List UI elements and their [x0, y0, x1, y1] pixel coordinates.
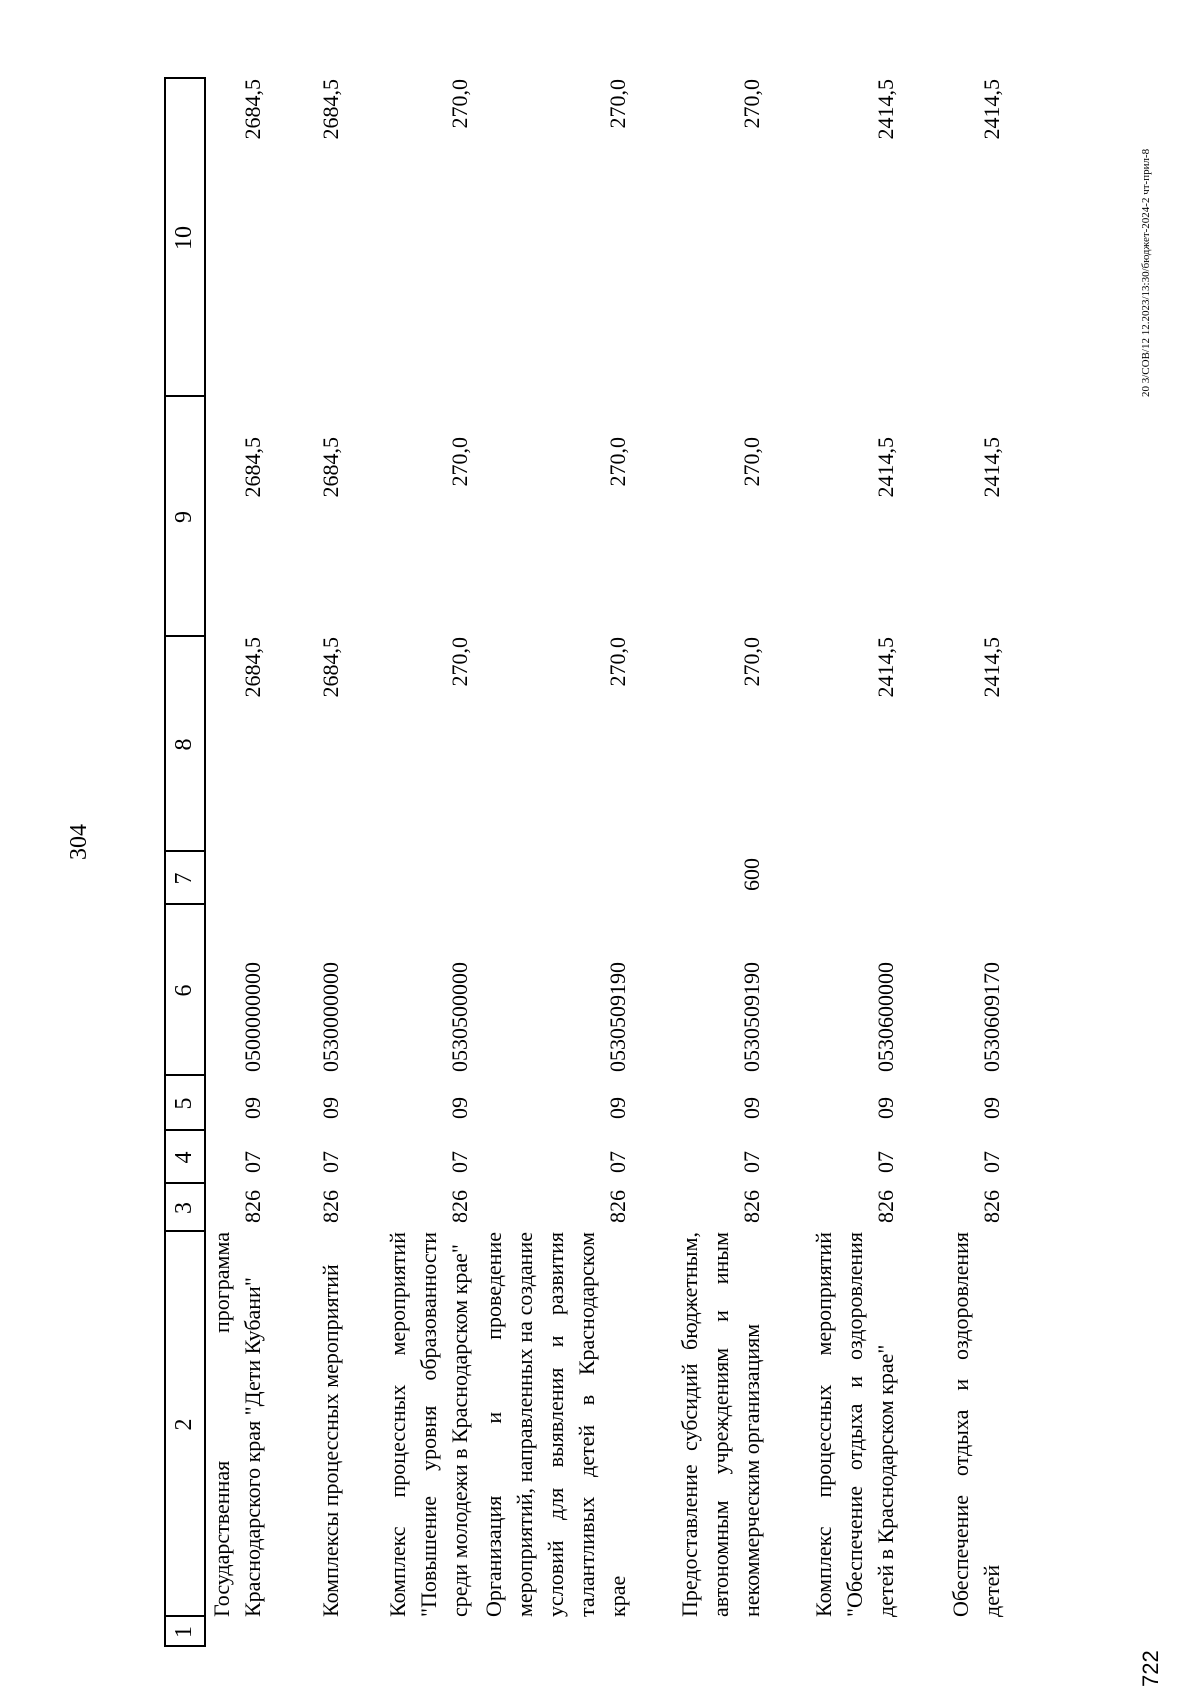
cell-pr: 09 — [979, 1097, 1004, 1119]
cell-rz: 07 — [739, 1151, 764, 1173]
cell-csr: 0500000000 — [240, 962, 265, 1072]
cell-csr: 0530000000 — [318, 962, 343, 1072]
cell-pr: 09 — [873, 1097, 898, 1119]
cell-year-2: 270,0 — [739, 437, 764, 487]
footer-reference: 20 3/СОВ/12 12.2023/13:30/бюджет-2024-2 чт-прил-8 — [1140, 148, 1152, 397]
cell-csr: 0530500000 — [447, 962, 472, 1072]
column-header-5: 5 — [171, 1097, 197, 1110]
cell-year-1: 270,0 — [739, 637, 764, 687]
cell-year-3: 2684,5 — [318, 79, 343, 140]
cell-ved: 826 — [979, 1190, 1004, 1223]
row-name: Обеспечение отдыха и оздоровления детей — [948, 1232, 1004, 1617]
column-header-1: 1 — [171, 1626, 197, 1638]
cell-year-1: 2684,5 — [240, 637, 265, 698]
cell-ved: 826 — [318, 1190, 343, 1223]
cell-year-2: 2414,5 — [979, 437, 1004, 498]
cell-ved: 826 — [447, 1190, 472, 1223]
column-header-8: 8 — [171, 738, 197, 751]
cell-rz: 07 — [605, 1151, 630, 1173]
cell-year-3: 2414,5 — [873, 79, 898, 140]
sheet-number: 722 — [1138, 1650, 1163, 1687]
table-row — [206, 0, 268, 1697]
column-header-7: 7 — [171, 872, 197, 885]
cell-year-3: 2684,5 — [240, 79, 265, 140]
table-row — [672, 0, 767, 1697]
column-header-2: 2 — [171, 1418, 197, 1431]
page-number: 304 — [66, 824, 92, 860]
cell-ved: 826 — [873, 1190, 898, 1223]
cell-year-1: 270,0 — [447, 637, 472, 687]
column-header-3: 3 — [171, 1202, 197, 1214]
row-name: Комплексы процессных мероприятий — [318, 1264, 343, 1617]
cell-pr: 09 — [240, 1097, 265, 1119]
cell-year-2: 2684,5 — [240, 437, 265, 498]
row-name: Государственная программа Краснодарского края "Дети Кубани" — [209, 1232, 265, 1617]
cell-pr: 09 — [318, 1097, 343, 1119]
cell-rz: 07 — [240, 1151, 265, 1173]
cell-pr: 09 — [739, 1097, 764, 1119]
table-row — [481, 0, 633, 1697]
column-header-6: 6 — [171, 984, 197, 997]
cell-year-1: 270,0 — [605, 637, 630, 687]
cell-year-3: 270,0 — [605, 79, 630, 129]
column-header-9: 9 — [171, 511, 197, 523]
row-name: Предоставление субсидий бюджетным, автономным учреждениям и иным некоммерческим организациям — [677, 1232, 764, 1617]
row-name: Организация и проведение мероприятий, направленных на создание условий для выявления и развития талантливых детей в Краснодарском крае — [481, 1232, 630, 1617]
cell-ved: 826 — [739, 1190, 764, 1223]
cell-rz: 07 — [447, 1151, 472, 1173]
cell-year-3: 2414,5 — [979, 79, 1004, 140]
row-name: Комплекс процессных мероприятий "Повышение уровня образованности среди молодежи в Краснодарском крае" — [385, 1232, 472, 1617]
cell-csr: 0530509190 — [739, 962, 764, 1072]
cell-year-1: 2414,5 — [873, 637, 898, 698]
cell-ved: 826 — [605, 1190, 630, 1223]
cell-pr: 09 — [447, 1097, 472, 1119]
column-header-10: 10 — [171, 226, 197, 250]
cell-year-2: 270,0 — [605, 437, 630, 487]
cell-vr: 600 — [739, 858, 764, 891]
cell-pr: 09 — [605, 1097, 630, 1119]
cell-year-2: 2414,5 — [873, 437, 898, 498]
cell-ved: 826 — [240, 1190, 265, 1223]
cell-rz: 07 — [979, 1151, 1004, 1173]
row-name: Комплекс процессных мероприятий "Обеспечение отдыха и оздоровления детей в Краснодарском крае" — [811, 1232, 898, 1617]
cell-rz: 07 — [318, 1151, 343, 1173]
cell-csr: 0530609170 — [979, 962, 1004, 1072]
cell-year-2: 2684,5 — [318, 437, 343, 498]
cell-year-1: 2684,5 — [318, 637, 343, 698]
cell-year-3: 270,0 — [447, 79, 472, 129]
cell-year-1: 2414,5 — [979, 637, 1004, 698]
cell-csr: 0530509190 — [605, 962, 630, 1072]
table-row — [806, 0, 901, 1697]
cell-csr: 0530600000 — [873, 962, 898, 1072]
cell-rz: 07 — [873, 1151, 898, 1173]
cell-year-2: 270,0 — [447, 437, 472, 487]
column-header-4: 4 — [171, 1151, 197, 1164]
cell-year-3: 270,0 — [739, 79, 764, 129]
table-row — [380, 0, 475, 1697]
table-row — [945, 0, 1007, 1697]
table-row — [306, 0, 346, 1697]
